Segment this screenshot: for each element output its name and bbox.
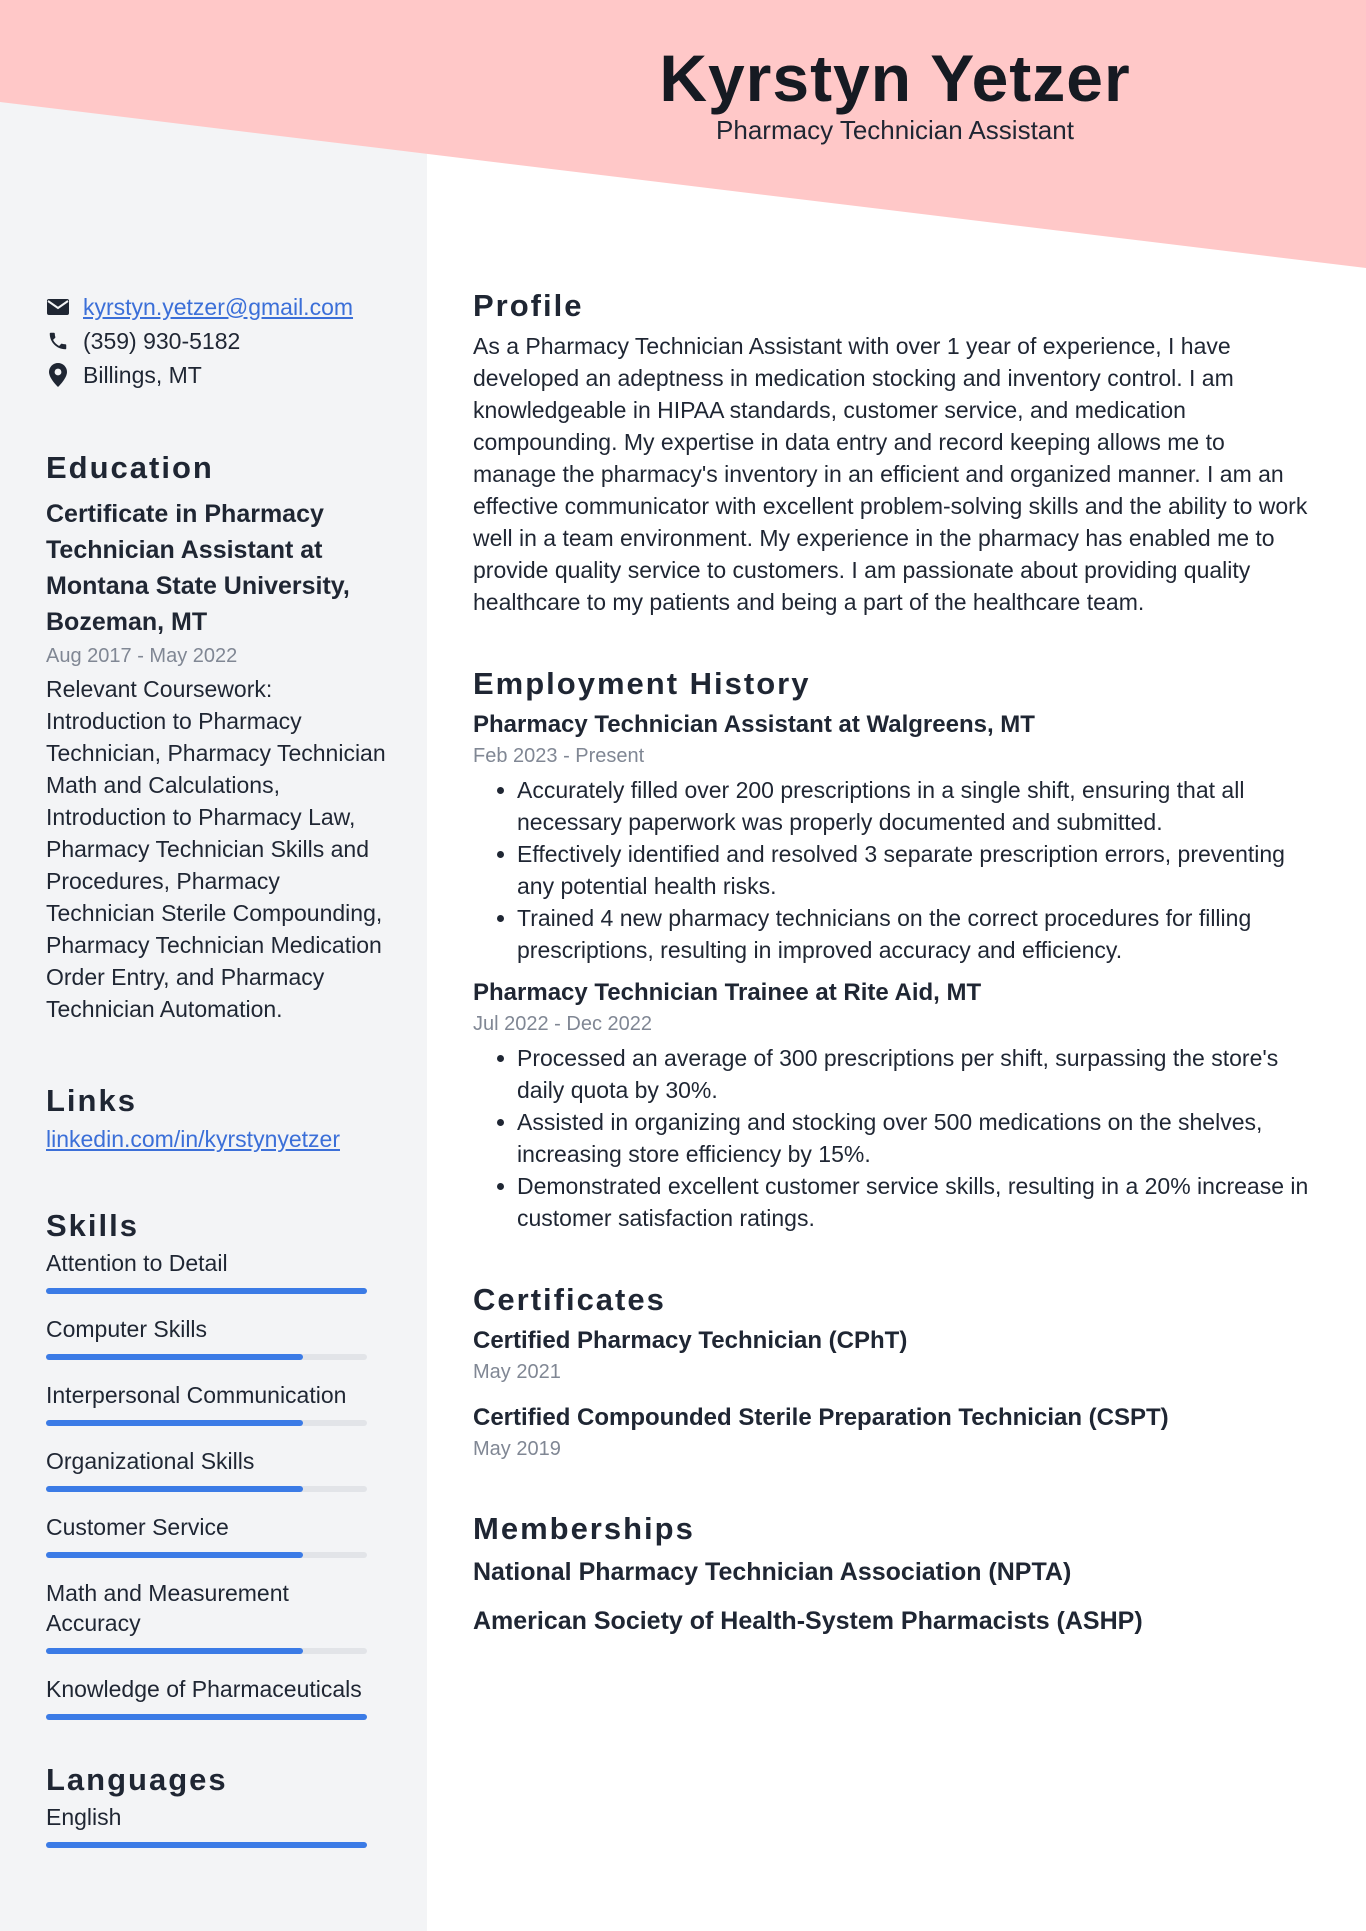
email-link[interactable]: kyrstyn.yetzer@gmail.com	[83, 293, 354, 320]
skill-label: Customer Service	[46, 1514, 229, 1540]
profile-heading: Profile	[473, 288, 584, 323]
skill-item	[46, 1248, 386, 1294]
certificate-entry	[473, 1324, 1313, 1386]
skill-level-bar	[46, 1714, 367, 1720]
sidebar	[46, 290, 386, 1868]
phone-number: (359) 930-5182	[83, 327, 241, 354]
contact-section	[46, 290, 386, 392]
skill-label: Knowledge of Pharmaceuticals	[46, 1676, 362, 1702]
job-bullet: Trained 4 new pharmacy technicians on the correct procedures for filling prescriptions, resulting in improved accuracy and efficiency.	[517, 902, 1313, 966]
skills-list	[46, 1248, 386, 1720]
memberships-heading: Memberships	[473, 1511, 695, 1546]
job-bullet: Accurately filled over 200 prescriptions in a single shift, ensuring that all necessary paperwork was properly documented and submitted.	[517, 774, 1313, 838]
contact-location-row	[46, 358, 386, 392]
certificate-name: Certified Pharmacy Technician (CPhT)	[473, 1327, 908, 1354]
skill-level-fill	[46, 1288, 367, 1294]
skill-level-fill	[46, 1648, 303, 1654]
skill-item	[46, 1446, 386, 1492]
skills-section	[46, 1206, 386, 1720]
location-pin-icon	[46, 363, 70, 387]
linkedin-link[interactable]: linkedin.com/in/kyrstynyetzer	[46, 1126, 340, 1152]
education-dates: Aug 2017 - May 2022	[46, 645, 238, 667]
education-degree: Certificate in Pharmacy Technician Assistant at Montana State University, Bozeman, MT	[46, 500, 350, 636]
job-dates: Feb 2023 - Present	[473, 745, 645, 767]
membership-item: American Society of Health-System Pharmacists (ASHP)	[473, 1607, 1143, 1635]
certificates-heading: Certificates	[473, 1282, 666, 1317]
employment-heading: Employment History	[473, 666, 811, 701]
location-text: Billings, MT	[83, 361, 202, 388]
languages-section	[46, 1760, 386, 1848]
links-section	[46, 1081, 386, 1155]
job-title: Pharmacy Technician Assistant at Walgreens, MT	[473, 711, 1035, 738]
language-level-fill	[46, 1842, 367, 1848]
education-heading: Education	[46, 450, 214, 485]
skill-label: Organizational Skills	[46, 1448, 255, 1474]
candidate-title: Pharmacy Technician Assistant	[716, 115, 1074, 145]
job-bullet: Demonstrated excellent customer service skills, resulting in a 20% increase in customer satisfaction ratings.	[517, 1170, 1313, 1234]
skill-level-bar	[46, 1288, 367, 1294]
certificates-section	[473, 1280, 1313, 1463]
skill-level-fill	[46, 1714, 367, 1720]
certificate-name: Certified Compounded Sterile Preparation Technician (CSPT)	[473, 1404, 1169, 1431]
education-section	[46, 448, 386, 1025]
phone-icon	[46, 329, 70, 353]
contact-phone-row	[46, 324, 386, 358]
skill-level-bar	[46, 1354, 367, 1360]
job-bullet: Processed an average of 300 prescriptions per shift, surpassing the store's daily quota by 30%.	[517, 1042, 1313, 1106]
skill-level-fill	[46, 1552, 303, 1558]
job-bullet: Assisted in organizing and stocking over 500 medications on the shelves, increasing store efficiency by 15%.	[517, 1106, 1313, 1170]
job-bullets	[473, 1042, 1313, 1234]
job-entry	[473, 708, 1313, 966]
profile-section	[473, 286, 1313, 618]
contact-email-row	[46, 290, 386, 324]
skill-level-bar	[46, 1420, 367, 1426]
employment-section	[473, 664, 1313, 1234]
skill-level-fill	[46, 1420, 303, 1426]
memberships-section	[473, 1509, 1313, 1638]
skill-item	[46, 1380, 386, 1426]
membership-item: National Pharmacy Technician Association (NPTA)	[473, 1558, 1072, 1586]
job-bullet: Effectively identified and resolved 3 separate prescription errors, preventing any potential health risks.	[517, 838, 1313, 902]
certificate-date: May 2019	[473, 1438, 561, 1460]
main-content	[473, 286, 1313, 1638]
skill-label: Interpersonal Communication	[46, 1382, 347, 1408]
job-bullets	[473, 774, 1313, 966]
job-entry	[473, 976, 1313, 1234]
skill-item	[46, 1674, 386, 1720]
profile-text: As a Pharmacy Technician Assistant with over 1 year of experience, I have developed an adeptness in medication stocking and inventory control. I am knowledgeable in HIPAA standards, customer service, and medication compounding. My expertise in data entry and record keeping allows me to manage the pharmacy's inventory in an efficient and organized manner. I am an effective communicator with excellent problem-solving skills and the ability to work well in a team environment. My experience in the pharmacy has enabled me to provide quality service to customers. I am passionate about providing quality healthcare to my patients and being a part of the healthcare team.	[473, 333, 1308, 615]
skill-item	[46, 1512, 386, 1558]
languages-heading: Languages	[46, 1762, 228, 1797]
skill-label: Attention to Detail	[46, 1250, 228, 1276]
envelope-icon	[46, 295, 70, 319]
links-heading: Links	[46, 1083, 137, 1118]
language-label: English	[46, 1804, 122, 1830]
languages-list	[46, 1802, 386, 1848]
language-item	[46, 1802, 386, 1848]
skill-level-bar	[46, 1648, 367, 1654]
skill-item	[46, 1578, 386, 1654]
skills-heading: Skills	[46, 1208, 139, 1243]
certificate-date: May 2021	[473, 1361, 561, 1383]
skill-item	[46, 1314, 386, 1360]
skill-level-fill	[46, 1354, 303, 1360]
skill-label: Math and Measurement Accuracy	[46, 1580, 289, 1636]
education-details: Relevant Coursework: Introduction to Pharmacy Technician, Pharmacy Technician Math and Calculations, Introduction to Pharmacy Law, Pharmacy Technician Skills and Procedures, Pharmacy Technician Sterile Compounding, Pharmacy Technician Medication Order Entry, and Pharmacy Technician Automation.	[46, 676, 386, 1022]
language-level-bar	[46, 1842, 367, 1848]
skill-label: Computer Skills	[46, 1316, 208, 1342]
skill-level-bar	[46, 1552, 367, 1558]
certificate-entry	[473, 1401, 1313, 1463]
candidate-name: Kyrstyn Yetzer	[659, 41, 1131, 115]
job-dates: Jul 2022 - Dec 2022	[473, 1013, 653, 1035]
skill-level-bar	[46, 1486, 367, 1492]
job-title: Pharmacy Technician Trainee at Rite Aid, MT	[473, 979, 982, 1006]
skill-level-fill	[46, 1486, 303, 1492]
